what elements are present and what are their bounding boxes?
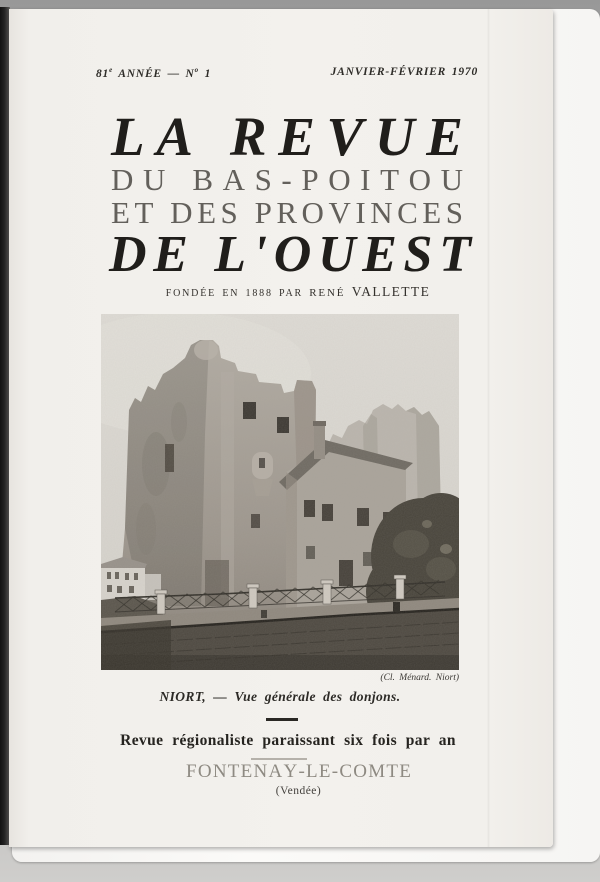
founder-line: FONDÉE EN 1888 PAR RENÉ VALLETTE bbox=[165, 284, 431, 299]
issue-header bbox=[96, 66, 478, 80]
castle-photo-illustration bbox=[101, 314, 459, 670]
cover-photo-niort-donjons bbox=[101, 314, 459, 670]
divider-rule-thin bbox=[251, 758, 307, 760]
page-crease bbox=[487, 9, 490, 847]
masthead-title-line4: D E L ' O U E S T bbox=[109, 226, 471, 283]
masthead-title-line1: L A R E V U E bbox=[111, 106, 463, 167]
masthead-title-line2: D U B A S - P O I T O U bbox=[111, 162, 463, 197]
issue-date: JANVIER-FÉVRIER 1970 bbox=[330, 66, 478, 78]
publisher-department: (Vendée) bbox=[275, 785, 322, 797]
issue-number: 81e ANNÉE — $N^o$ 1 bbox=[96, 66, 212, 80]
photo-grain-overlay bbox=[101, 314, 459, 670]
divider-rule-thick bbox=[266, 718, 298, 721]
frequency-line: Revue régionaliste paraissant six fois par an bbox=[120, 732, 456, 749]
photo-caption: NIORT, — Vue générale des donjons. bbox=[159, 689, 401, 704]
photo-credit: (Cl. Ménard. Niort) bbox=[380, 673, 459, 683]
cover-page bbox=[9, 9, 553, 847]
masthead-title-line3: E T D E S P R O V I N C E S bbox=[111, 195, 463, 230]
publisher-city: F O N T E N A Y - L E - C O M T E bbox=[186, 761, 411, 782]
